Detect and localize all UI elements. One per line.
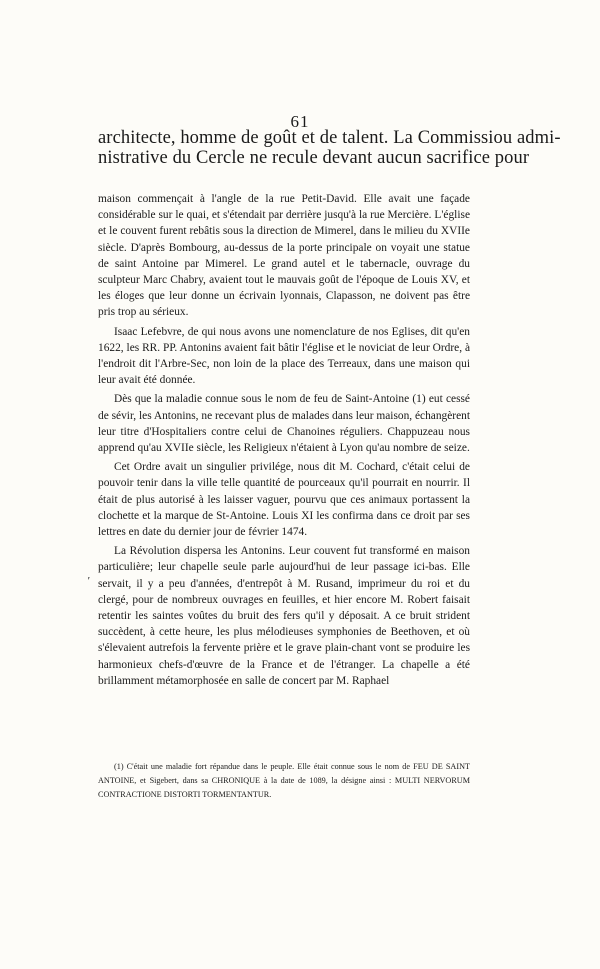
pasted-heading-text (98, 128, 561, 168)
paragraph: Dès que la maladie connue sous le nom de feu de Saint-Antoine (1) eut cessé de sévir, les Antonins, ne recevant plus de malades dans leur maison, échangèrent leur titre d'Hospitaliers contre celui de Chanoines réguliers. Chappuzeau nous apprend qu'au XVIIe siècle, les Religieux n'étaient à Lyon qu'au nombre de seize. (98, 393, 470, 455)
paragraph: Cet Ordre avait un singulier privilége, nous dit M. Cochard, c'était celui de pouvoir tenir dans la ville telle quantité de pourceaux qu'il pourrait en nourrir. Il était de plus autorisé à les laisser vaguer, pourvu que ces animaux portassent la clochette et la marque de St-Antoine. Louis XI les confirma dans ce droit par ses lettres en date du dernier jour de février 1474. (98, 461, 470, 539)
paragraph: Isaac Lefebvre, de qui nous avons une nomenclature de nos Eglises, dit qu'en 1622, les RR. PP. Antonins avaient fait bâtir l'église et le noviciat de leur Ordre, à l'endroit dit l'Arbre-Sec, non loin de la place des Terreaux, dans une maison qui leur avait été donnée. (98, 325, 470, 387)
heading-line: nistrative du Cercle ne recule devant aucun sacrifice pour (98, 148, 530, 168)
paragraph: La Révolution dispersa les Antonins. Leur couvent fut transformé en maison particulière; leur chapelle seule parle aujourd'hui de leur passage ici-bas. Elle servait, il y a peu d'années, d'entrepôt à M. Rusand, imprimeur du roi et du clergé, pour de nombreux ouvrages en feuilles, et hier encore M. Robert faisait retentir les saintes voûtes du bruit des fers qu'il y déposait. A ce bruit strident succèdent, à cette heure, les plus mélodieuses symphonies de Beethoven, et où s'élevaient autrefois la fervente prière et le grave plain-chant vont se produire les harmonieux chefs-d'œuvre de la France et de l'étranger. La chapelle a été brillamment métamorphosée en salle de concert par M. Raphael (98, 545, 470, 687)
paragraph: maison commençait à l'angle de la rue Petit-David. Elle avait une façade considérable sur le quai, et s'étendait par derrière jusqu'à la rue Mercière. L'église et le couvent furent rebâtis sous la direction de Mimerel, dans le milieu du XVIIe siècle. D'après Bombourg, au-dessus de la porte principale on voyait une statue de saint Antoine par Mimerel. Le grand autel et le tabernacle, ouvrage du sculpteur Marc Chabry, avaient tout le mauvais goût de l'époque de Louis XV, et les éloges que leur donne un écrivain lyonnais, Clapasson, ne doivent pas être pris trop au sérieux. (98, 193, 470, 319)
footnote (98, 760, 470, 802)
page-number: 61 (290, 112, 310, 131)
footnote-text: (1) C'était une maladie fort répandue dans le peuple. Elle était connue sous le nom de FEU DE SAINT ANTOINE, et Sigebert, dans sa CHRONIQUE à la date de 1089, la désigne ainsi : MULTI NERVORUM CONTRACTIONE DISTORTI TORMENTANTUR. (98, 762, 470, 799)
body-text (98, 191, 470, 692)
margin-mark: ' (87, 575, 90, 587)
heading-line: architecte, homme de goût et de talent. La Commissiou admi- (98, 128, 561, 148)
